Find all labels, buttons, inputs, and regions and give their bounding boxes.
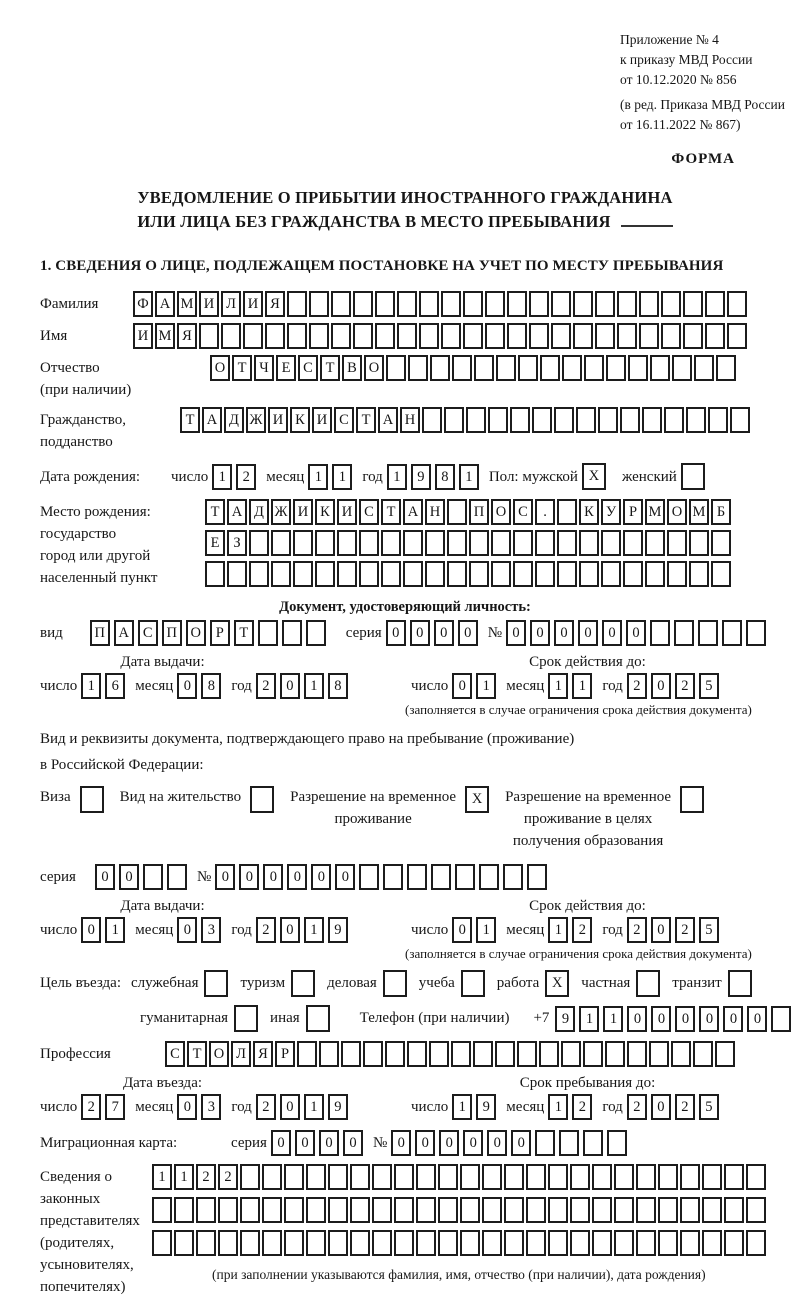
purpose-humanitarian-checkbox[interactable] — [234, 1005, 260, 1032]
valid-note: (заполняется в случае ограничения срока действия документа) — [405, 702, 752, 717]
id-valid-year-cells[interactable]: 2 0 2 5 — [627, 673, 723, 699]
citizenship-label-line2: подданство — [40, 434, 113, 450]
series-label: серия — [231, 1135, 267, 1151]
resid-series-row — [40, 864, 770, 890]
day-label: число — [411, 922, 449, 938]
temp-residence-education-label: Разрешение на временное проживание в целях получения образования — [505, 789, 672, 849]
series-label: серия — [345, 625, 382, 641]
patronymic-label-line2: (при наличии) — [40, 382, 132, 398]
purpose-study-checkbox[interactable] — [461, 970, 487, 997]
form-title-line2: ИЛИ ЛИЦА БЕЗ ГРАЖДАНСТВА В МЕСТО ПРЕБЫВАНИЯ — [137, 212, 611, 231]
id-doc-dates — [40, 654, 770, 718]
id-doc-row — [40, 620, 770, 646]
title-blank-line — [621, 211, 673, 227]
sex-female-checkbox[interactable] — [681, 463, 707, 490]
phone-cells[interactable]: 9 1 1 0 0 0 0 0 0 — [555, 1006, 795, 1032]
issue-date-label: Дата выдачи: — [120, 898, 205, 914]
number-label: № — [487, 625, 502, 641]
patronymic-label-line1: Отчество — [40, 360, 100, 376]
patronymic-cells[interactable]: О Т Ч Е С Т В О — [210, 355, 738, 381]
purpose-tourism-label: туризм — [240, 975, 286, 991]
profession-cells[interactable]: С Т О Л Я Р — [165, 1041, 737, 1067]
temp-residence-education-option — [505, 786, 706, 852]
resid-valid-month-cells[interactable]: 1 2 — [548, 917, 596, 943]
valid-note: (заполняется в случае ограничения срока действия документа) — [405, 946, 752, 961]
birth-day-cells[interactable]: 1 2 — [212, 464, 260, 490]
visa-label: Виза — [40, 789, 71, 805]
visa-checkbox[interactable] — [80, 786, 106, 813]
citizenship-cells[interactable]: Т А Д Ж И К И С Т А Н — [180, 407, 752, 433]
birth-place-label-line2: государство — [40, 526, 117, 542]
purpose-transit-label: транзит — [672, 975, 722, 991]
id-issue-day-cells[interactable]: 1 6 — [81, 673, 129, 699]
representatives-note: (при заполнении указываются фамилия, имя, отчество (при наличии), дата рождения) — [212, 1267, 706, 1282]
year-label: год — [362, 468, 383, 485]
month-label: месяц — [506, 678, 545, 694]
appendix-line: Приложение № 4 — [620, 32, 719, 47]
phone-label: Телефон (при наличии) — [359, 1010, 510, 1026]
month-label: месяц — [135, 1099, 174, 1115]
profession-row — [40, 1041, 770, 1067]
representatives-label — [40, 1164, 152, 1298]
representatives-cells-row3[interactable] — [152, 1230, 768, 1256]
resid-series-cells[interactable]: 0 0 — [95, 864, 191, 890]
year-label: год — [231, 678, 252, 694]
birth-place-cells-row1[interactable]: Т А Д Ж И К И С Т А Н П О С . К У Р М О М Б — [205, 499, 733, 525]
id-number-cells[interactable]: 0 0 0 0 0 0 — [506, 620, 770, 646]
surname-row — [40, 291, 770, 317]
resid-doc-options — [40, 786, 770, 852]
stay-until-label: Срок пребывания до: — [519, 1075, 656, 1091]
entry-day-cells[interactable]: 2 7 — [81, 1094, 129, 1120]
issue-date-label: Дата выдачи: — [120, 654, 205, 670]
number-label: № — [372, 1135, 388, 1151]
purpose-humanitarian-label: гуманитарная — [140, 1010, 229, 1026]
id-issue-year-cells[interactable]: 2 0 1 8 — [256, 673, 352, 699]
purpose-transit-checkbox[interactable] — [728, 970, 754, 997]
entry-dates — [40, 1075, 770, 1120]
citizenship-label — [40, 407, 180, 453]
id-valid-month-cells[interactable]: 1 1 — [548, 673, 596, 699]
birth-place-cells-row3[interactable] — [205, 561, 733, 587]
day-label: число — [171, 468, 209, 485]
month-label: месяц — [135, 678, 174, 694]
resid-valid-year-cells[interactable]: 2 0 2 5 — [627, 917, 723, 943]
day-label: число — [40, 678, 78, 694]
surname-label: Фамилия — [40, 296, 99, 312]
day-label: число — [411, 1099, 449, 1115]
representatives-label-line2: законных — [40, 1191, 101, 1207]
temp-residence-label: Разрешение на временное проживание — [290, 789, 457, 827]
representatives-label-line4: (родителях, — [40, 1235, 115, 1251]
citizenship-label-line1: Гражданство, — [40, 412, 127, 428]
form-title — [40, 186, 770, 234]
birth-year-cells[interactable]: 1 9 8 1 — [387, 464, 483, 490]
representatives-label-line6: попечителях) — [40, 1279, 126, 1295]
amendment-line: (в ред. Приказа МВД России — [620, 97, 785, 112]
form-label: ФОРМА — [671, 151, 735, 167]
amendment-line: от 16.11.2022 № 867) — [620, 117, 741, 132]
sex-male-checkbox[interactable]: X — [582, 463, 608, 490]
purpose-tourism-checkbox[interactable] — [291, 970, 317, 997]
purpose-other-checkbox[interactable] — [306, 1005, 332, 1032]
purpose-phone-row — [140, 1005, 770, 1032]
given-name-cells[interactable]: И М Я — [133, 323, 749, 349]
resid-issue-day-cells[interactable]: 0 1 — [81, 917, 129, 943]
section1-heading: 1. СВЕДЕНИЯ О ЛИЦЕ, ПОДЛЕЖАЩЕМ ПОСТАНОВКЕ НА УЧЕТ ПО МЕСТУ ПРЕБЫВАНИЯ — [40, 258, 724, 274]
day-label: число — [40, 922, 78, 938]
valid-until-label: Срок действия до: — [529, 898, 646, 914]
year-label: год — [602, 1099, 623, 1115]
migration-series-cells[interactable]: 0 0 0 0 — [271, 1130, 367, 1156]
resid-number-cells[interactable]: 0 0 0 0 0 0 — [215, 864, 551, 890]
year-label: год — [602, 678, 623, 694]
profession-label: Профессия — [40, 1046, 111, 1062]
temp-residence-option — [290, 786, 491, 830]
appendix-header — [620, 30, 800, 135]
entry-year-cells[interactable]: 2 0 1 9 — [256, 1094, 352, 1120]
given-name-row — [40, 323, 770, 349]
patronymic-label — [40, 355, 210, 401]
id-series-cells[interactable]: 0 0 0 0 — [386, 620, 482, 646]
birth-date-row — [40, 463, 770, 490]
number-label: № — [197, 869, 212, 885]
surname-cells[interactable]: Ф А М И Л И Я — [133, 291, 749, 317]
doc-type-cells[interactable]: П А С П О Р Т — [90, 620, 330, 646]
resid-doc-dates — [40, 898, 770, 962]
purpose-private-label: частная — [581, 975, 631, 991]
series-label: серия — [40, 869, 76, 885]
representatives-cells-row1[interactable]: 1 1 2 2 — [152, 1164, 768, 1190]
entry-month-cells[interactable]: 0 3 — [177, 1094, 225, 1120]
year-label: год — [231, 922, 252, 938]
patronymic-row — [40, 355, 770, 401]
valid-until-label: Срок действия до: — [529, 654, 646, 670]
phone-prefix: +7 — [533, 1010, 550, 1026]
sex-male-label: Пол: мужской — [488, 468, 578, 485]
month-label: месяц — [506, 1099, 545, 1115]
residence-permit-option — [120, 786, 276, 813]
id-valid-day-cells[interactable]: 0 1 — [452, 673, 500, 699]
migration-card-label: Миграционная карта: — [40, 1135, 178, 1151]
resid-issue-year-cells[interactable]: 2 0 1 9 — [256, 917, 352, 943]
birth-place-row — [40, 499, 770, 589]
month-label: месяц — [266, 468, 305, 485]
purpose-work-label: работа — [496, 975, 540, 991]
purpose-business-checkbox[interactable] — [383, 970, 409, 997]
stay-month-cells[interactable]: 1 2 — [548, 1094, 596, 1120]
purpose-other-label: иная — [270, 1010, 300, 1026]
birth-place-cells-row2[interactable]: Е З — [205, 530, 733, 556]
residence-permit-label: Вид на жительство — [119, 789, 242, 805]
purpose-official-label: служебная — [130, 975, 199, 991]
birth-place-label-line3: город или другой — [40, 548, 151, 564]
visit-purpose-row — [40, 970, 770, 997]
purpose-private-checkbox[interactable] — [636, 970, 662, 997]
doc-type-label: вид — [40, 625, 63, 641]
representatives-label-line5: усыновителях, — [40, 1257, 134, 1273]
id-doc-heading: Документ, удостоверяющий личность: — [279, 599, 531, 615]
resid-doc-text-line2: в Российской Федерации: — [40, 757, 204, 773]
year-label: год — [231, 1099, 252, 1115]
purpose-official-checkbox[interactable] — [204, 970, 230, 997]
form-title-line1: УВЕДОМЛЕНИЕ О ПРИБЫТИИ ИНОСТРАННОГО ГРАЖДАНИНА — [137, 188, 673, 207]
purpose-study-label: учеба — [418, 975, 455, 991]
birth-place-label-line4: населенный пункт — [40, 570, 158, 586]
stay-year-cells[interactable]: 2 0 2 5 — [627, 1094, 723, 1120]
residence-permit-checkbox[interactable] — [250, 786, 276, 813]
appendix-line: от 10.12.2020 № 856 — [620, 72, 737, 87]
visa-option — [40, 786, 106, 813]
purpose-work-checkbox[interactable]: X — [545, 970, 571, 997]
stay-day-cells[interactable]: 1 9 — [452, 1094, 500, 1120]
representatives-cells-row2[interactable] — [152, 1197, 768, 1223]
month-label: месяц — [506, 922, 545, 938]
appendix-line: к приказу МВД России — [620, 52, 753, 67]
representatives-label-line1: Сведения о — [40, 1169, 112, 1185]
id-issue-month-cells[interactable]: 0 8 — [177, 673, 225, 699]
birth-month-cells[interactable]: 1 1 — [308, 464, 356, 490]
entry-date-label: Дата въезда: — [122, 1075, 203, 1091]
day-label: число — [411, 678, 449, 694]
sex-female-label: женский — [621, 468, 677, 485]
resid-valid-day-cells[interactable]: 0 1 — [452, 917, 500, 943]
birth-place-label-line1: Место рождения: — [40, 504, 151, 520]
year-label: год — [602, 922, 623, 938]
birth-date-label: Дата рождения: — [40, 468, 141, 485]
migration-card-row — [40, 1130, 770, 1156]
migration-number-cells[interactable]: 0 0 0 0 0 0 — [391, 1130, 631, 1156]
month-label: месяц — [135, 922, 174, 938]
temp-residence-education-checkbox[interactable] — [680, 786, 706, 813]
resid-issue-month-cells[interactable]: 0 3 — [177, 917, 225, 943]
representatives-label-line3: представителях — [40, 1213, 140, 1229]
temp-residence-checkbox[interactable]: X — [465, 786, 491, 813]
day-label: число — [40, 1099, 78, 1115]
purpose-business-label: деловая — [327, 975, 377, 991]
visit-purpose-label: Цель въезда: — [40, 975, 121, 991]
given-name-label: Имя — [40, 328, 68, 344]
resid-doc-text-line1: Вид и реквизиты документа, подтверждающего право на пребывание (проживание) — [40, 731, 575, 747]
representatives-row — [40, 1164, 770, 1298]
citizenship-row — [40, 407, 770, 453]
birth-place-label — [40, 499, 205, 589]
